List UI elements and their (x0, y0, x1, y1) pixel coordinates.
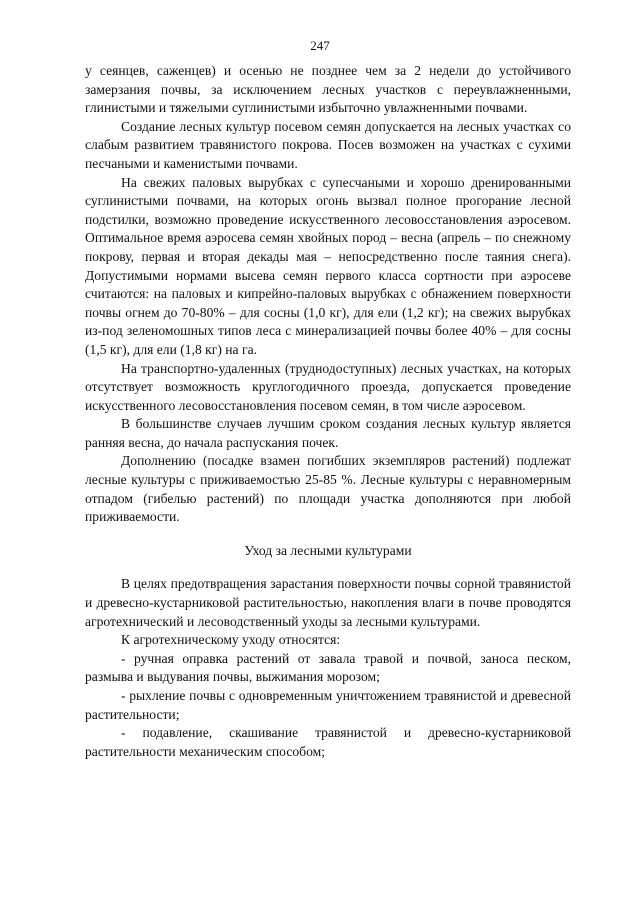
paragraph: На транспортно-удаленных (труднодоступных) лесных участках, на которых отсутствует возможность круглогодичного проезда, допускается проведение искусственного лесовосстановления посевом семян, в том числе аэросевом. (85, 360, 571, 413)
section-heading: Уход за лесными культурами (244, 542, 412, 558)
list-item: - ручная оправка растений от завала травой и почвой, заноса песком, размыва и выдувания почвы, выжимания морозом; (85, 650, 571, 685)
paragraph: Дополнению (посадке взамен погибших экземпляров растений) подлежат лесные культуры с приживаемостью 25-85 %. Лесные культуры с неравномерным отпадом (гибелью растений) по площади участка дополняются при любой приживаемости. (85, 453, 571, 525)
paragraph: Создание лесных культур посевом семян допускается на лесных участках со слабым развитием травянистого покрова. Посев возможен на участках с сухими песчаными и каменистыми почвами. (85, 118, 571, 171)
paragraph: На свежих паловых вырубках с супесчаными и хорошо дренированными суглинистыми почвами, на которых огонь вызвал полное прогорание лесной подстилки, возможно проведение искусственного лесовосстановления аэросевом. Оптимальное время аэросева семян хвойных пород – весна (апрель – по снежному покрову, первая и вторая декады мая – непосредственно после таяния снега). Допустимыми нормами высева семян первого класса сортности при аэросеве считаются: на паловых и кипрейно-паловых вырубках с обнажением поверхности почвы огнем до 70-80% – для сосны (1,0 кг), для ели (1,2 кг); на свежих вырубках из-под зеленомошных типов леса с минерализацией почвы более 40% – для сосны (1,5 кг), для ели (1,8 кг) на га. (85, 174, 571, 357)
paragraph: В целях предотвращения зарастания поверхности почвы сорной травянистой и древесно-кустарниковой растительностью, накопления влаги в почве проводятся агротехнический и лесоводственный уходы за лесными культурами. (85, 576, 571, 629)
list-item: - подавление, скашивание травянистой и древесно-кустарниковой растительности механическим способом; (85, 725, 571, 759)
paragraph: К агротехническому уходу относятся: (121, 632, 341, 648)
page-number: 247 (310, 38, 330, 53)
paragraph: у сеянцев, саженцев) и осенью не позднее чем за 2 недели до устойчивого замерзания почвы, за исключением лесных участков с переувлажненными, глинистыми и тяжелыми суглинистыми избыточно увлажненными почвами. (85, 63, 571, 116)
document-body (85, 62, 571, 761)
list-item: - рыхление почвы с одновременным уничтожением травянистой и древесной растительности; (85, 688, 571, 722)
paragraph: В большинстве случаев лучшим сроком создания лесных культур является ранняя весна, до начала распускания почек. (85, 416, 571, 450)
